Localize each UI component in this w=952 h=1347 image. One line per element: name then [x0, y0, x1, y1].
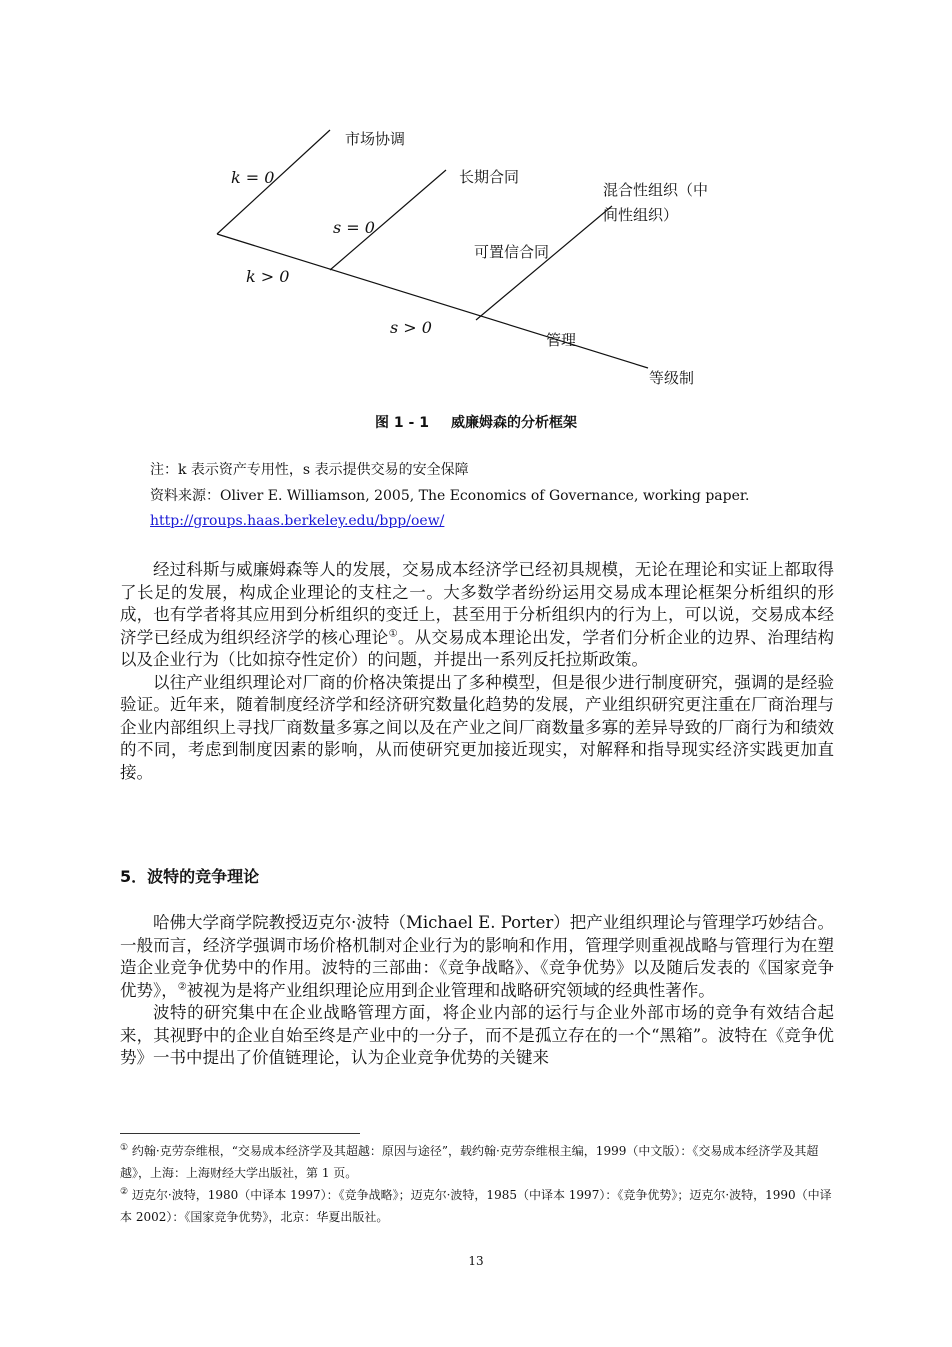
paragraph-4: 波特的研究集中在企业战略管理方面，将企业内部的运行与企业外部市场的竞争有效结合起来，其视野中的企业自始至终是产业中的一分子，而不是孤立存在的一个“黑箱”。波特在《竞争优势》一书中提出了价值链理论，认为企业竞争优势的关键来 [120, 1003, 834, 1067]
footnote-1: ① 约翰·克劳奈维根，“交易成本经济学及其超越：原因与途径”，载约翰·克劳奈维根主编，1999（中文版）：《交易成本经济学及其超越》，上海：上海财经大学出版社，第 1 页。 [120, 1143, 819, 1180]
label-credible: 可置信合同 [474, 243, 550, 261]
label-management: 管理 [546, 331, 577, 349]
main-trunk-line [217, 234, 648, 368]
label-hierarchy: 等级制 [649, 369, 695, 387]
label-market: 市场协调 [345, 130, 406, 148]
label-long-term: 长期合同 [459, 168, 520, 186]
footnote-ref-2[interactable]: ② [177, 981, 187, 992]
label-k-zero: k = 0 [231, 168, 275, 187]
label-k-positive: k > 0 [246, 267, 290, 286]
paragraph-3: 哈佛大学商学院教授迈克尔·波特（Michael E. Porter）把产业组织理论与管理学巧妙结合。一般而言，经济学强调市场价格机制对企业行为的影响和作用，管理学则重视战略与管理行为在塑造企业竞争优势中的作用。波特的三部曲：《竞争战略》、《竞争优势》以及随后发表的《国家竞争优势》，②被视为是将产业组织理论应用到企业管理和战略研究领域的经典性著作。 [120, 913, 834, 1000]
figure-note: 注：k 表示资产专用性，s 表示提供交易的安全保障 [150, 462, 469, 478]
body-section-1 [120, 559, 834, 784]
figure-number: 图 1 - 1 [375, 415, 429, 431]
footnotes [120, 1140, 834, 1228]
source-url-link[interactable]: http://groups.haas.berkeley.edu/bpp/oew/ [150, 513, 445, 529]
figure-title: 威廉姆森的分析框架 [450, 415, 577, 431]
label-s-zero: s = 0 [333, 218, 375, 237]
section-heading: 5．波特的竞争理论 [120, 867, 260, 886]
paragraph-1: 经过科斯与威廉姆森等人的发展，交易成本经济学已经初具规模，无论在理论和实证上都取得了长足的发展，构成企业理论的支柱之一。大多数学者纷纷运用交易成本理论框架分析组织的形成，也有学者将其应用到分析组织的变迁上，甚至用于分析组织内的行为上，可以说，交易成本经济学已经成为组织经济学的核心理论①。从交易成本理论出发，学者们分析企业的边界、治理结构以及企业行为（比如掠夺性定价）的问题，并提出一系列反托拉斯政策。 [120, 560, 835, 669]
label-hybrid-1: 混合性组织（中 [603, 181, 709, 199]
figure-source: 资料来源：Oliver E. Williamson, 2005, The Economics of Governance, working paper. [150, 488, 750, 504]
footnote-2: ② 迈克尔·波特，1980（中译本 1997）：《竞争战略》；迈克尔·波特，1985（中译本 1997）：《竞争优势》；迈克尔·波特，1990（中译本 2002）：《国家竞争优势》，北京：华夏出版社。 [120, 1187, 832, 1224]
label-hybrid-2: 间性组织） [603, 206, 679, 224]
williamson-framework-diagram [0, 0, 952, 400]
paragraph-2: 以往产业组织理论对厂商的价格决策提出了多种模型，但是很少进行制度研究，强调的是经验验证。近年来，随着制度经济学和经济研究数量化趋势的发展，产业组织研究更注重在厂商治理与企业内部组织上寻找厂商数量多寡之间以及在产业之间厂商数量多寡的差异导致的厂商行为和绩效的不同，考虑到制度因素的影响，从而使研究更加接近现实，对解释和指导现实经济实践更加直接。 [120, 672, 834, 782]
credible-branch-line [476, 206, 612, 320]
figure-caption [0, 412, 952, 432]
body-section-2 [120, 912, 834, 1070]
footnote-ref-1[interactable]: ① [388, 628, 398, 639]
footnote-divider [120, 1133, 360, 1134]
label-s-positive: s > 0 [390, 318, 432, 337]
page-number: 13 [468, 1254, 484, 1268]
